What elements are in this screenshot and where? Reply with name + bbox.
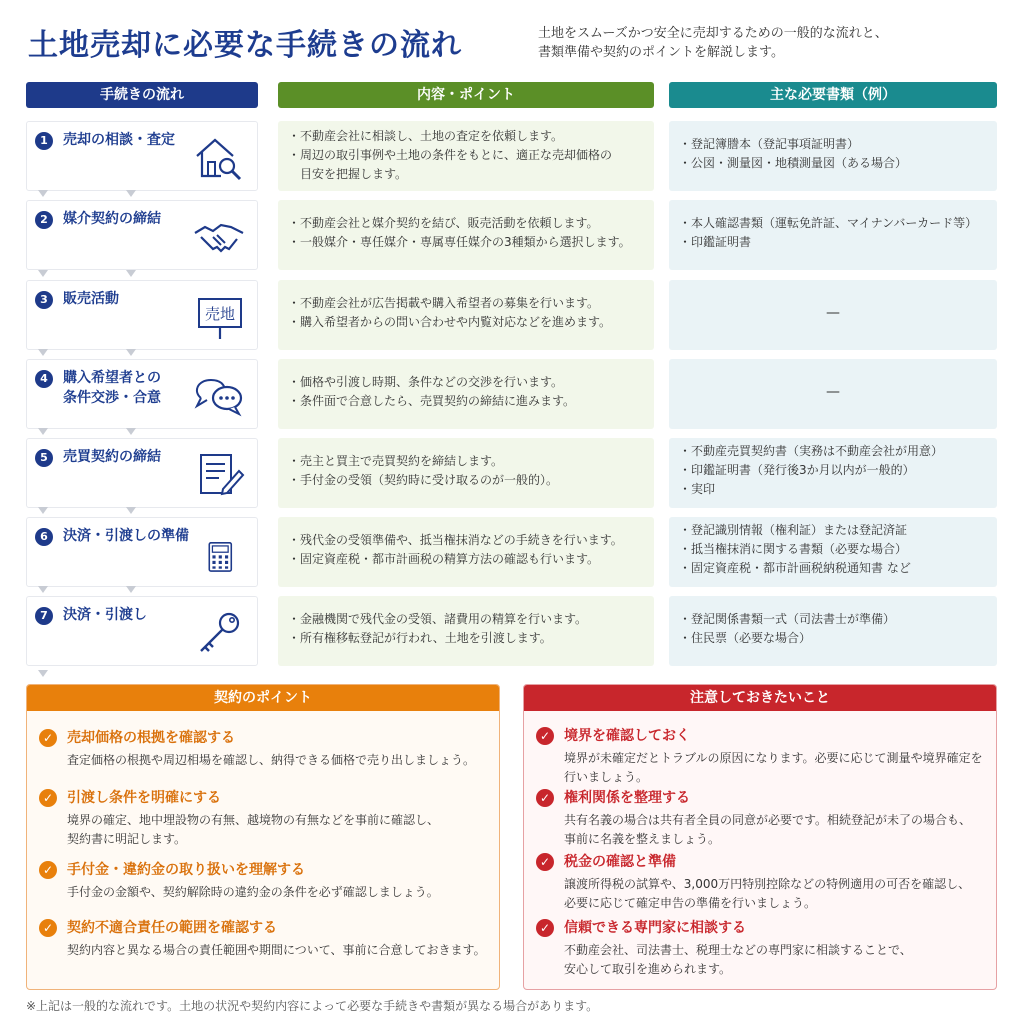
cautions-box: 注意しておきたいこと ✓ 境界を確認しておく 境界が未確定だとトラブルの原因になります。必要に応じて測量や境界確定を 行いましょう。 ✓ 権利関係を整理する 共有名義の場合は共有者全員の同意が必要です。相続登記が未了の場合も、 事前に名義を整えましょう。 ✓ 税金の確認と準備 譲渡所得税の試算や、3,000万円特別控除などの特例適用の可否を確認し、 必要に応じて確定申告の準備を行いましょう。 ✓ 信頼できる専門家に相談する 不動産会社、司法書士、税理士などの専門家に相談することで、 安心して取引を進められます。 [523,684,997,990]
step-number: 7 [35,607,53,625]
flow-arrow [38,428,48,435]
step-number: 3 [35,291,53,309]
column-header-content: 内容・ポイント [278,82,654,108]
check-icon: ✓ [39,789,57,807]
step-number: 6 [35,528,53,546]
step-title: 決済・引渡しの準備 [63,528,189,544]
chat-bubbles-icon [191,370,247,420]
step-docs: — [669,359,997,429]
flow-arrow [126,586,136,593]
column-header-flow: 手続きの流れ [26,82,258,108]
footnote: ※上記は一般的な流れです。土地の状況や契約内容によって必要な手続きや書類が異なる場合があります。 [26,999,599,1013]
sign-board-icon [191,291,247,341]
step-row-7 [0,596,1024,666]
flow-arrow [126,270,136,277]
key-icon [191,607,247,657]
sign-board-text: 売地 [204,305,236,323]
contract-pen-icon [191,449,247,499]
column-header-docs: 主な必要書類（例） [669,82,997,108]
calculator-icon [203,528,247,578]
step-number: 2 [35,211,53,229]
step-card [26,121,258,191]
cautions-heading: 注意しておきたいこと [524,685,996,711]
check-icon: ✓ [536,919,554,937]
intro-line: 書類準備や契約のポイントを解説します。 [538,45,784,60]
step-number: 4 [35,370,53,388]
flow-arrow [38,190,48,197]
step-card [26,517,258,587]
step-number: 1 [35,132,53,150]
flow-arrow [38,586,48,593]
step-title: 売却の相談・査定 [63,132,175,148]
step-content: ・不動産会社が広告掲載や購入希望者の募集を行います。 ・購入希望者からの問い合わせや内覧対応などを進めます。 [278,280,654,350]
step-title: 売買契約の締結 [63,449,161,465]
step-card [26,280,258,350]
flow-arrow [126,190,136,197]
step-docs: — [669,280,997,350]
check-icon: ✓ [536,853,554,871]
check-icon: ✓ [39,861,57,879]
flow-arrow [38,507,48,514]
step-content: ・残代金の受領準備や、抵当権抹消などの手続きを行います。 ・固定資産税・都市計画税の精算方法の確認も行います。 [278,517,654,587]
flow-arrow [38,270,48,277]
check-icon: ✓ [536,789,554,807]
step-content: ・価格や引渡し時期、条件などの交渉を行います。 ・条件面で合意したら、売買契約の締結に進みます。 [278,359,654,429]
step-row-3 [0,280,1024,350]
check-icon: ✓ [39,729,57,747]
step-card [26,359,258,429]
flow-arrow [126,349,136,356]
handshake-icon [191,211,247,261]
step-row-4 [0,359,1024,429]
step-docs: ・不動産売買契約書（実務は不動産会社が用意） ・印鑑証明書（発行後3か月以内が一般的） ・実印 [669,438,997,508]
step-content: ・売主と買主で売買契約を締結します。 ・手付金の受領（契約時に受け取るのが一般的）。 [278,438,654,508]
step-docs: ・登記簿謄本（登記事項証明書） ・公図・測量図・地積測量図（ある場合） [669,121,997,191]
step-row-5 [0,438,1024,508]
step-title: 購入希望者との 条件交渉・合意 [63,370,161,406]
intro-line: 土地をスムーズかつ安全に売却するための一般的な流れと、 [538,26,888,41]
step-card [26,200,258,270]
flow-arrow [38,349,48,356]
step-row-1 [0,121,1024,191]
step-card [26,596,258,666]
flow-arrow [126,507,136,514]
step-docs: ・登記関係書類一式（司法書士が準備） ・住民票（必要な場合） [669,596,997,666]
check-icon: ✓ [536,727,554,745]
intro-text [538,24,998,62]
step-row-6 [0,517,1024,587]
step-content: ・不動産会社に相談し、土地の査定を依頼します。 ・周辺の取引事例や土地の条件をもとに、適正な売却価格の 目安を把握します。 [278,121,654,191]
step-card [26,438,258,508]
house-search-icon [191,132,247,182]
flow-arrow [126,428,136,435]
flow-arrow [38,670,48,677]
step-content: ・不動産会社と媒介契約を結び、販売活動を依頼します。 ・一般媒介・専任媒介・専属専任媒介の3種類から選択します。 [278,200,654,270]
check-icon: ✓ [39,919,57,937]
step-docs: ・本人確認書類（運転免許証、マイナンバーカード等） ・印鑑証明書 [669,200,997,270]
step-title: 媒介契約の締結 [63,211,161,227]
step-number: 5 [35,449,53,467]
step-title: 決済・引渡し [63,607,147,623]
contract-points-box: 契約のポイント ✓ 売却価格の根拠を確認する 査定価格の根拠や周辺相場を確認し、納得できる価格で売り出しましょう。 ✓ 引渡し条件を明確にする 境界の確定、地中埋設物の有無、越境物の有無などを事前に確認し、 契約書に明記します。 ✓ 手付金・違約金の取り扱いを理解する 手付金の金額や、契約解除時の違約金の条件を必ず確認しましょう。 ✓ 契約不適合責任の範囲を確認する 契約内容と異なる場合の責任範囲や期間について、事前に合意しておきます。 [26,684,500,990]
step-docs: ・登記識別情報（権利証）または登記済証 ・抵当権抹消に関する書類（必要な場合） ・固定資産税・都市計画税納税通知書 など [669,517,997,587]
page-title: 土地売却に必要な手続きの流れ [28,28,462,63]
step-title: 販売活動 [63,291,119,307]
step-content: ・金融機関で残代金の受領、諸費用の精算を行います。 ・所有権移転登記が行われ、土地を引渡します。 [278,596,654,666]
step-row-2 [0,200,1024,270]
contract-points-heading: 契約のポイント [27,685,499,711]
